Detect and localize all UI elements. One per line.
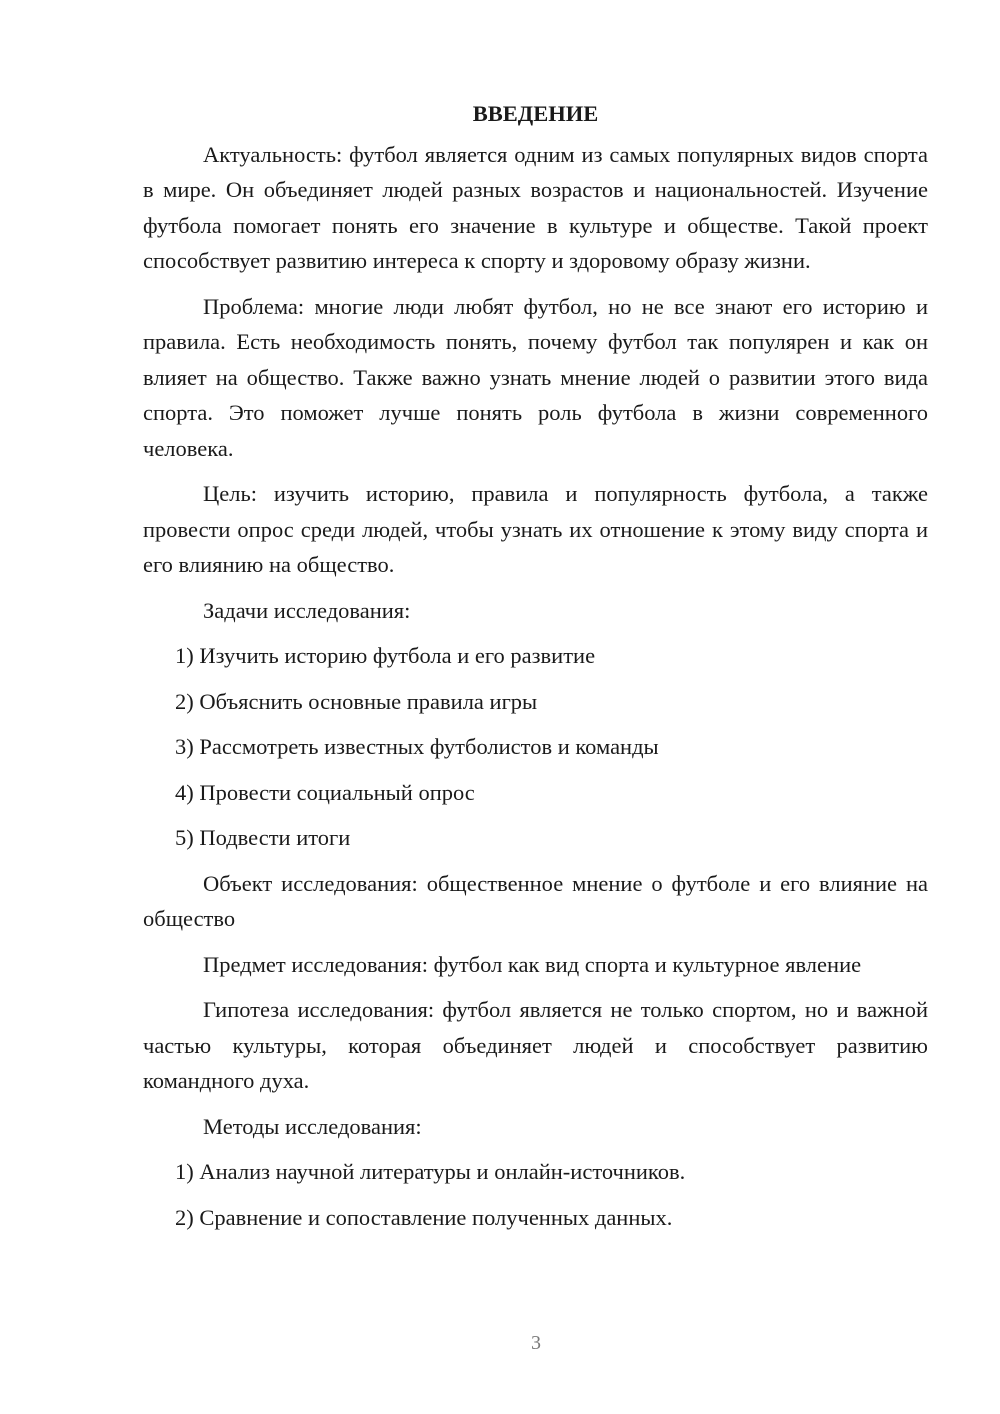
tasks-list <box>143 638 928 856</box>
subject-paragraph: Предмет исследования: футбол как вид спорта и культурное явление <box>203 951 862 977</box>
methods-list <box>143 1154 928 1235</box>
methods-heading: Методы исследования: <box>203 1113 422 1139</box>
task-item-4: 4) Провести социальный опрос <box>175 779 475 805</box>
task-item-1: 1) Изучить историю футбола и его развитие <box>175 643 596 668</box>
relevance-paragraph: Актуальность: футбол является одним из самых популярных видов спорта в мире. Он объединяет людей разных возрастов и национальностей. Изучение футбола помогает понять его значение в культуре и обществе. Такой проект способствует развитию интереса к спорту и здоровому образу жизни. <box>143 141 928 273</box>
task-item-5: 5) Подвести итоги <box>175 825 351 850</box>
task-item-3: 3) Рассмотреть известных футболистов и команды <box>175 734 659 759</box>
object-paragraph: Объект исследования: общественное мнение о футболе и его влияние на общество <box>143 870 928 931</box>
goal-paragraph: Цель: изучить историю, правила и популярность футбола, а также провести опрос среди людей, чтобы узнать их отношение к этому виду спорта и его влиянию на общество. <box>143 481 928 577</box>
page-number: 3 <box>531 1332 541 1354</box>
document-page <box>143 96 928 1245</box>
tasks-heading: Задачи исследования: <box>203 597 411 623</box>
hypothesis-paragraph: Гипотеза исследования: футбол является не только спортом, но и важной частью культуры, которая объединяет людей и способствует развитию командного духа. <box>143 997 928 1093</box>
method-item-2: 2) Сравнение и сопоставление полученных данных. <box>175 1204 673 1230</box>
section-title: ВВЕДЕНИЕ <box>472 101 599 126</box>
problem-paragraph: Проблема: многие люди любят футбол, но не все знают его историю и правила. Есть необходимость понять, почему футбол так популярен и как он влияет на общество. Также важно узнать мнение людей о развитии этого вида спорта. Это поможет лучше понять роль футбола в жизни современного человека. <box>143 293 928 461</box>
task-item-2: 2) Объяснить основные правила игры <box>175 688 538 714</box>
method-item-1: 1) Анализ научной литературы и онлайн-источников. <box>175 1159 686 1184</box>
